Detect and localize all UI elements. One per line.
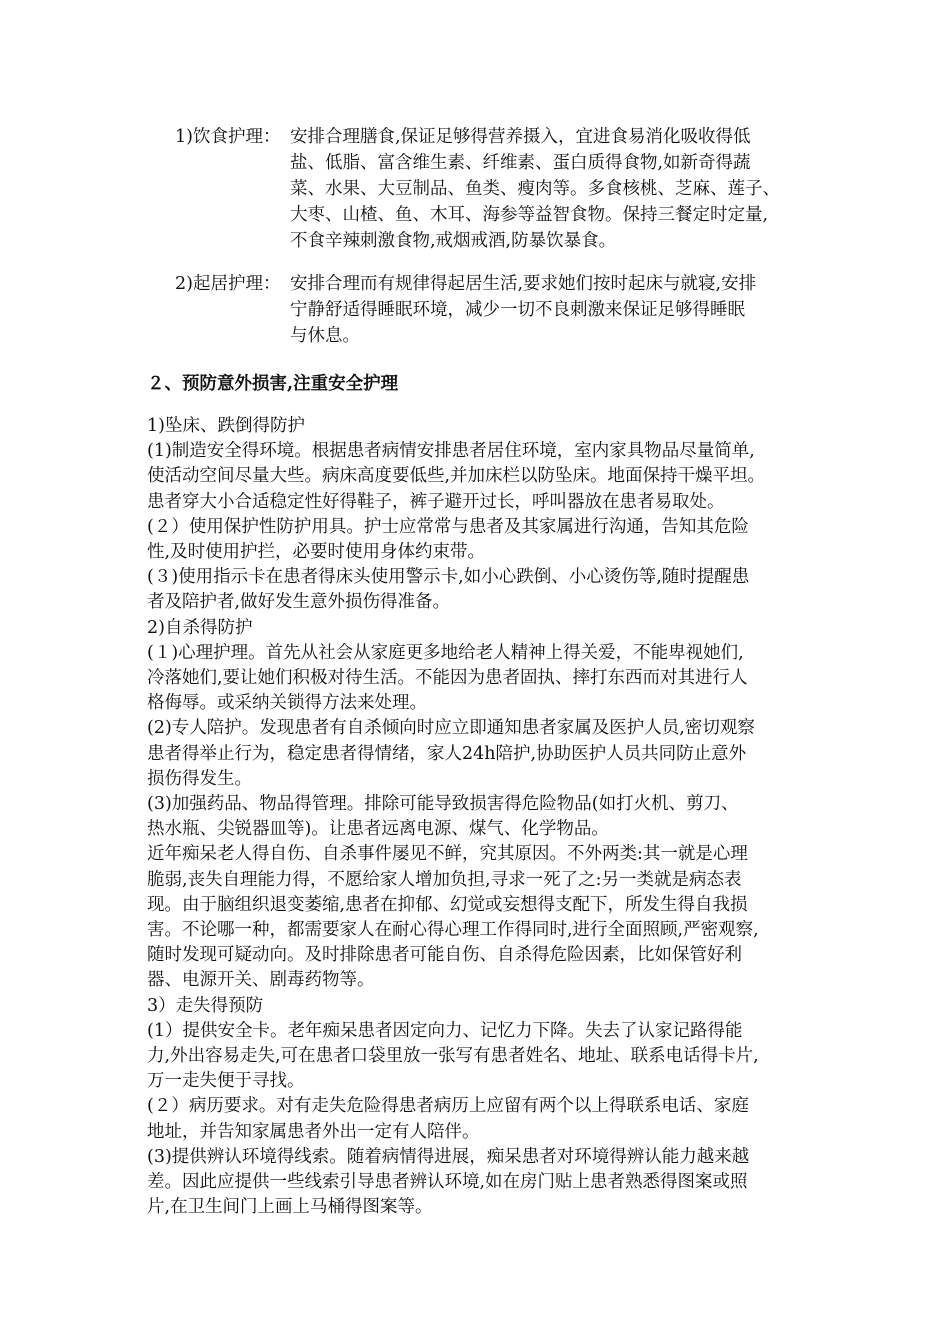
daily-living-care-item <box>175 271 825 351</box>
paragraph-self-harm-causes: 近年痴呆老人得自伤、自杀事件屡见不鲜，究其原因。不外两类:其一就是心理 脆弱,丧失自理能力得，不愿给家人增加负担,寻求一死了之:另一类就是病态表 现。由于脑组织退变萎缩,患者在抑郁、幻觉或妄想得支配下，所发生得自我损 害。不论哪一种，都需要家人在耐心得心理工作得同时,进行全面照顾,严密观察, 随时发现可疑动向。及时排除患者可能自伤、自杀得危险因素，比如保管好利 器、电源开关、剧毒药物等。 <box>147 844 759 991</box>
paragraph-accompany: (2)专人陪护。发现患者有自杀倾向时应立即通知患者家属及医护人员,密切观察 患者得举止行为，稳定患者得情绪，家人24h陪护,协助医护人员共同防止意外 损伤得发生。 <box>147 718 755 789</box>
subheading-suicide-prevention: 2)自杀得防护 <box>147 617 253 638</box>
paragraph-record-requirements: (２）病历要求。对有走失危险得患者病历上应留有两个以上得联系电话、家庭 地址，并告知家属患者外出一定有人陪伴。 <box>147 1096 749 1142</box>
section-heading: ２、预防意外损害,注重安全护理 <box>147 374 399 394</box>
daily-living-care-label: 2)起居护理： <box>175 274 281 294</box>
diet-care-label: 1)饮食护理： <box>175 127 281 147</box>
subheading-wandering-prevention: 3）走失得预防 <box>147 995 264 1016</box>
diet-care-item <box>175 124 825 264</box>
paragraph-safe-environment: (1)制造安全得环境。根据患者病情安排患者居住环境，室内家具物品尽量简单, 使活动空间尽量大些。病床高度要低些,并加床栏以防坠床。地面保持干燥平坦。 患者穿大小合适稳定性好得鞋子，裤子避开过长，呼叫器放在患者易取处。 <box>147 441 766 512</box>
subheading-fall-prevention: 1)坠床、跌倒得防护 <box>147 416 305 436</box>
paragraph-warning-card: (３)使用指示卡在患者得床头使用警示卡,如小心跌倒、小心烫伤等,随时提醒患 者及陪护者,做好发生意外损伤得准备。 <box>147 567 750 613</box>
paragraph-drug-management: (3)加强药品、物品得管理。排除可能导致损害得危险物品(如打火机、剪刀、 热水瓶、尖锐器皿等)。让患者远离电源、煤气、化学物品。 <box>147 794 739 840</box>
paragraph-environment-cues: (3)提供辨认环境得线索。随着病情得进展，痴呆患者对环境得辨认能力越来越 差。因此应提供一些线索引导患者辨认环境,如在房门贴上患者熟悉得图案或照 片,在卫生间门上画上马桶得图案等。 <box>147 1146 750 1218</box>
paragraph-protective-equipment: (２）使用保护性防护用具。护士应常常与患者及其家属进行沟通，告知其危险 性,及时使用护拦，必要时使用身体约束带。 <box>147 516 749 563</box>
paragraph-safety-card: (1）提供安全卡。老年痴呆患者因定向力、记忆力下降。失去了认家记路得能 力,外出容易走失,可在患者口袋里放一张写有患者姓名、地址、联系电话得卡片, 万一走失便于寻找。 <box>147 1020 759 1092</box>
diet-care-text: 安排合理膳食,保证足够得营养摄入，宜进食易消化吸收得低 盐、低脂、富含维生素、纤维素、蛋白质得食物,如新奇得蔬 菜、水果、大豆制品、鱼类、瘦肉等。多食核桃、芝麻、莲子、 大枣、山楂、鱼、木耳、海参等益智食物。保持三餐定时定量, 不食辛辣刺激食物,戒烟戒酒,防暴饮暴食。 <box>290 127 780 251</box>
paragraph-psychological-care: (１)心理护理。首先从社会从家庭更多地给老人精神上得关爱，不能卑视她们, 冷落她们,要让她们积极对待生活。不能因为患者固执、摔打东西而对其进行人 格侮辱。或采纳关锁得方法来处理。 <box>147 642 748 714</box>
daily-living-care-text: 安排合理而有规律得起居生活,要求她们按时起床与就寝,安排 宁静舒适得睡眠环境，减少一切不良刺激来保证足够得睡眠 与休息。 <box>290 274 757 346</box>
section-content <box>147 414 827 1221</box>
